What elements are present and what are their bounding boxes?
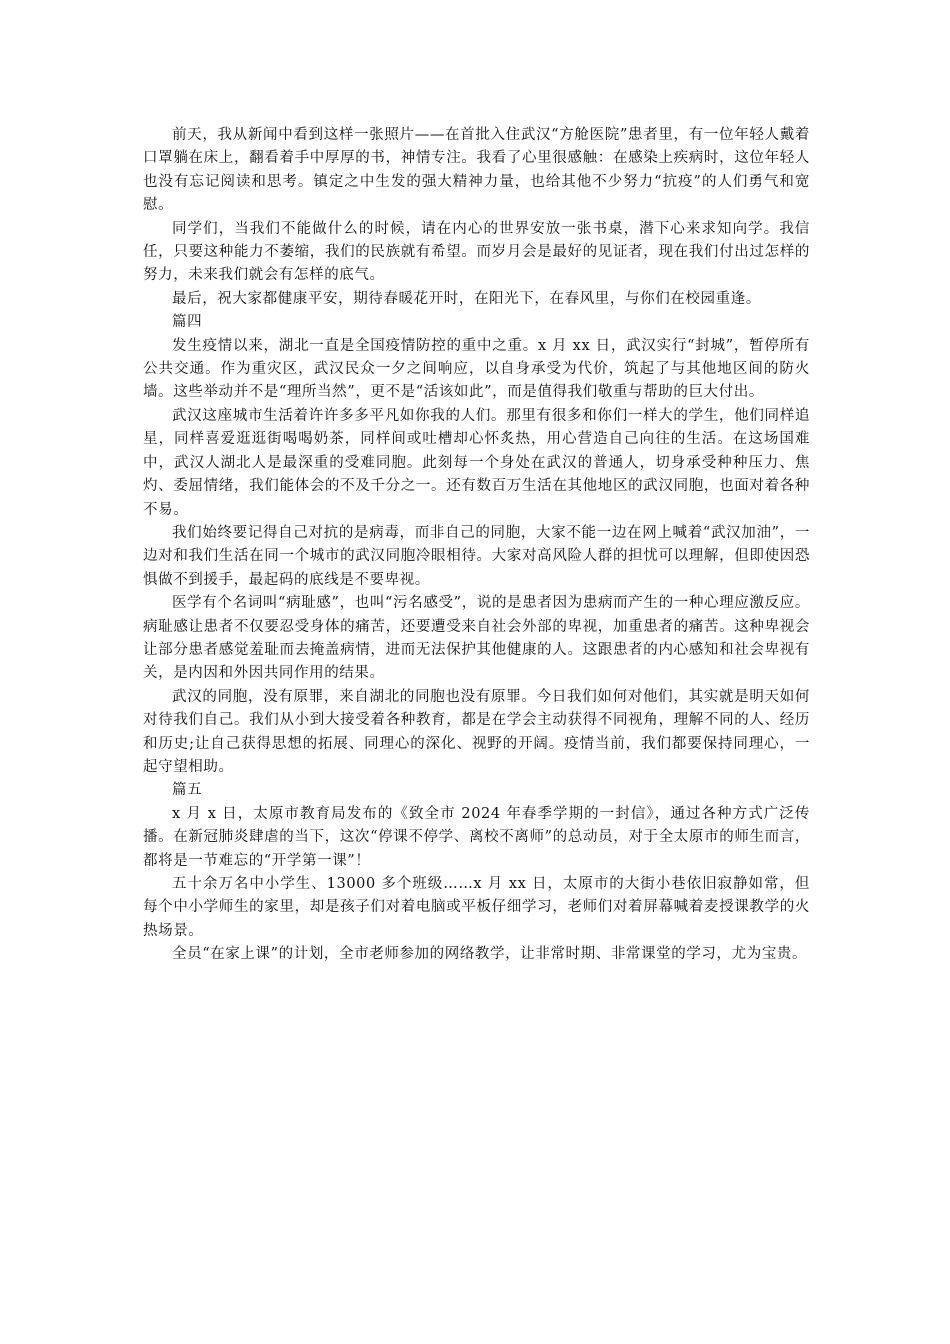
paragraph: 五十余万名中小学生、13000 多个班级……x 月 xx 日，太原市的大街小巷依旧寂静如常，但每个中小学师生的家里，却是孩子们对着电脑或平板仔细学习，老师们对着屏幕喊着麦授课教学的火热场景。 [143, 876, 810, 939]
paragraph: 医学有个名词叫“病耻感”，也叫“污名感受”，说的是患者因为患病而产生的一种心理应激反应。病耻感让患者不仅要忍受身体的痛苦，还要遭受来自社会外部的卑视，加重患者的痛苦。这种卑视会让部分患者感觉羞耻而去掩盖病情，进而无法保护其他健康的人。这跟患者的内心感知和社会卑视有关，是内因和外因共同作用的结果。 [143, 595, 810, 682]
paragraph: 最后，祝大家都健康平安，期待春暖花开时，在阳光下，在春风里，与你们在校园重逢。 [172, 290, 761, 307]
paragraph: 武汉这座城市生活着许许多多平凡如你我的人们。那里有很多和你们一样大的学生，他们同样追星，同样喜爱逛逛街喝喝奶茶，同样间或吐槽却心怀炙热，用心营造自己向往的生活。在这场国难中，武汉人湖北人是最深重的受难同胞。此刻每一个身处在武汉的普通人，切身承受种种压力、焦灼、委屈情绪，我们能体会的不及千分之一。还有数百万生活在其他地区的武汉同胞，也面对着各种不易。 [143, 407, 810, 518]
paragraph: 同学们，当我们不能做什么的时候，请在内心的世界安放一张书桌，潜下心来求知向学。我信任，只要这种能力不萎缩，我们的民族就有希望。而岁月会是最好的见证者，现在我们付出过怎样的努力，未来我们就会有怎样的底气。 [143, 220, 810, 284]
paragraph: 前天，我从新闻中看到这样一张照片——在首批入住武汉“方舱医院”患者里，有一位年轻人戴着口罩躺在床上，翻看着手中厚厚的书，神情专注。我看了心里很感触：在感染上疾病时，这位年轻人也没有忘记阅读和思考。镇定之中生发的强大精神力量，也给其他不少努力“抗疫”的人们勇气和宽慰。 [143, 127, 810, 214]
section-heading: 篇四 [172, 314, 203, 331]
paragraph: 全员“在家上课”的计划，全市老师参加的网络教学，让非常时期、非常课堂的学习，尤为宝贵。 [172, 946, 808, 963]
paragraph: 我们始终要记得自己对抗的是病毒，而非自己的同胞，大家不能一边在网上喊着“武汉加油”，一边对和我们生活在同一个城市的武汉同胞冷眼相待。大家对高风险人群的担忧可以理解，但即使因恐惧做不到援手，最起码的底线是不要卑视。 [143, 524, 810, 588]
section-heading: 篇五 [172, 782, 203, 799]
paragraph: 武汉的同胞，没有原罪，来自湖北的同胞也没有原罪。今日我们如何对他们，其实就是明天如何对待我们自己。我们从小到大接受着各种教育，都是在学会主动获得不同视角，理解不同的人、经历和历史;让自己获得思想的拓展、同理心的深化、视野的开阔。疫情当前，我们都要保持同理心，一起守望相助。 [143, 688, 810, 775]
paragraph: 发生疫情以来，湖北一直是全国疫情防控的重中之重。x 月 xx 日，武汉实行“封城”，暂停所有公共交通。作为重灾区，武汉民众一夕之间响应，以自身承受为代价，筑起了与其他地区间的防火墙。这些举动并不是“理所当然”，更不是“活该如此”，而是值得我们敬重与帮助的巨大付出。 [143, 337, 810, 401]
document-body [143, 124, 810, 967]
paragraph: x 月 x 日，太原市教育局发布的《致全市 2024 年春季学期的一封信》，通过各种方式广泛传播。在新冠肺炎肆虐的当下，这次“停课不停学、离校不离师”的总动员，对于全太原市的师生而言，都将是一节难忘的“开学第一课”！ [143, 805, 810, 869]
